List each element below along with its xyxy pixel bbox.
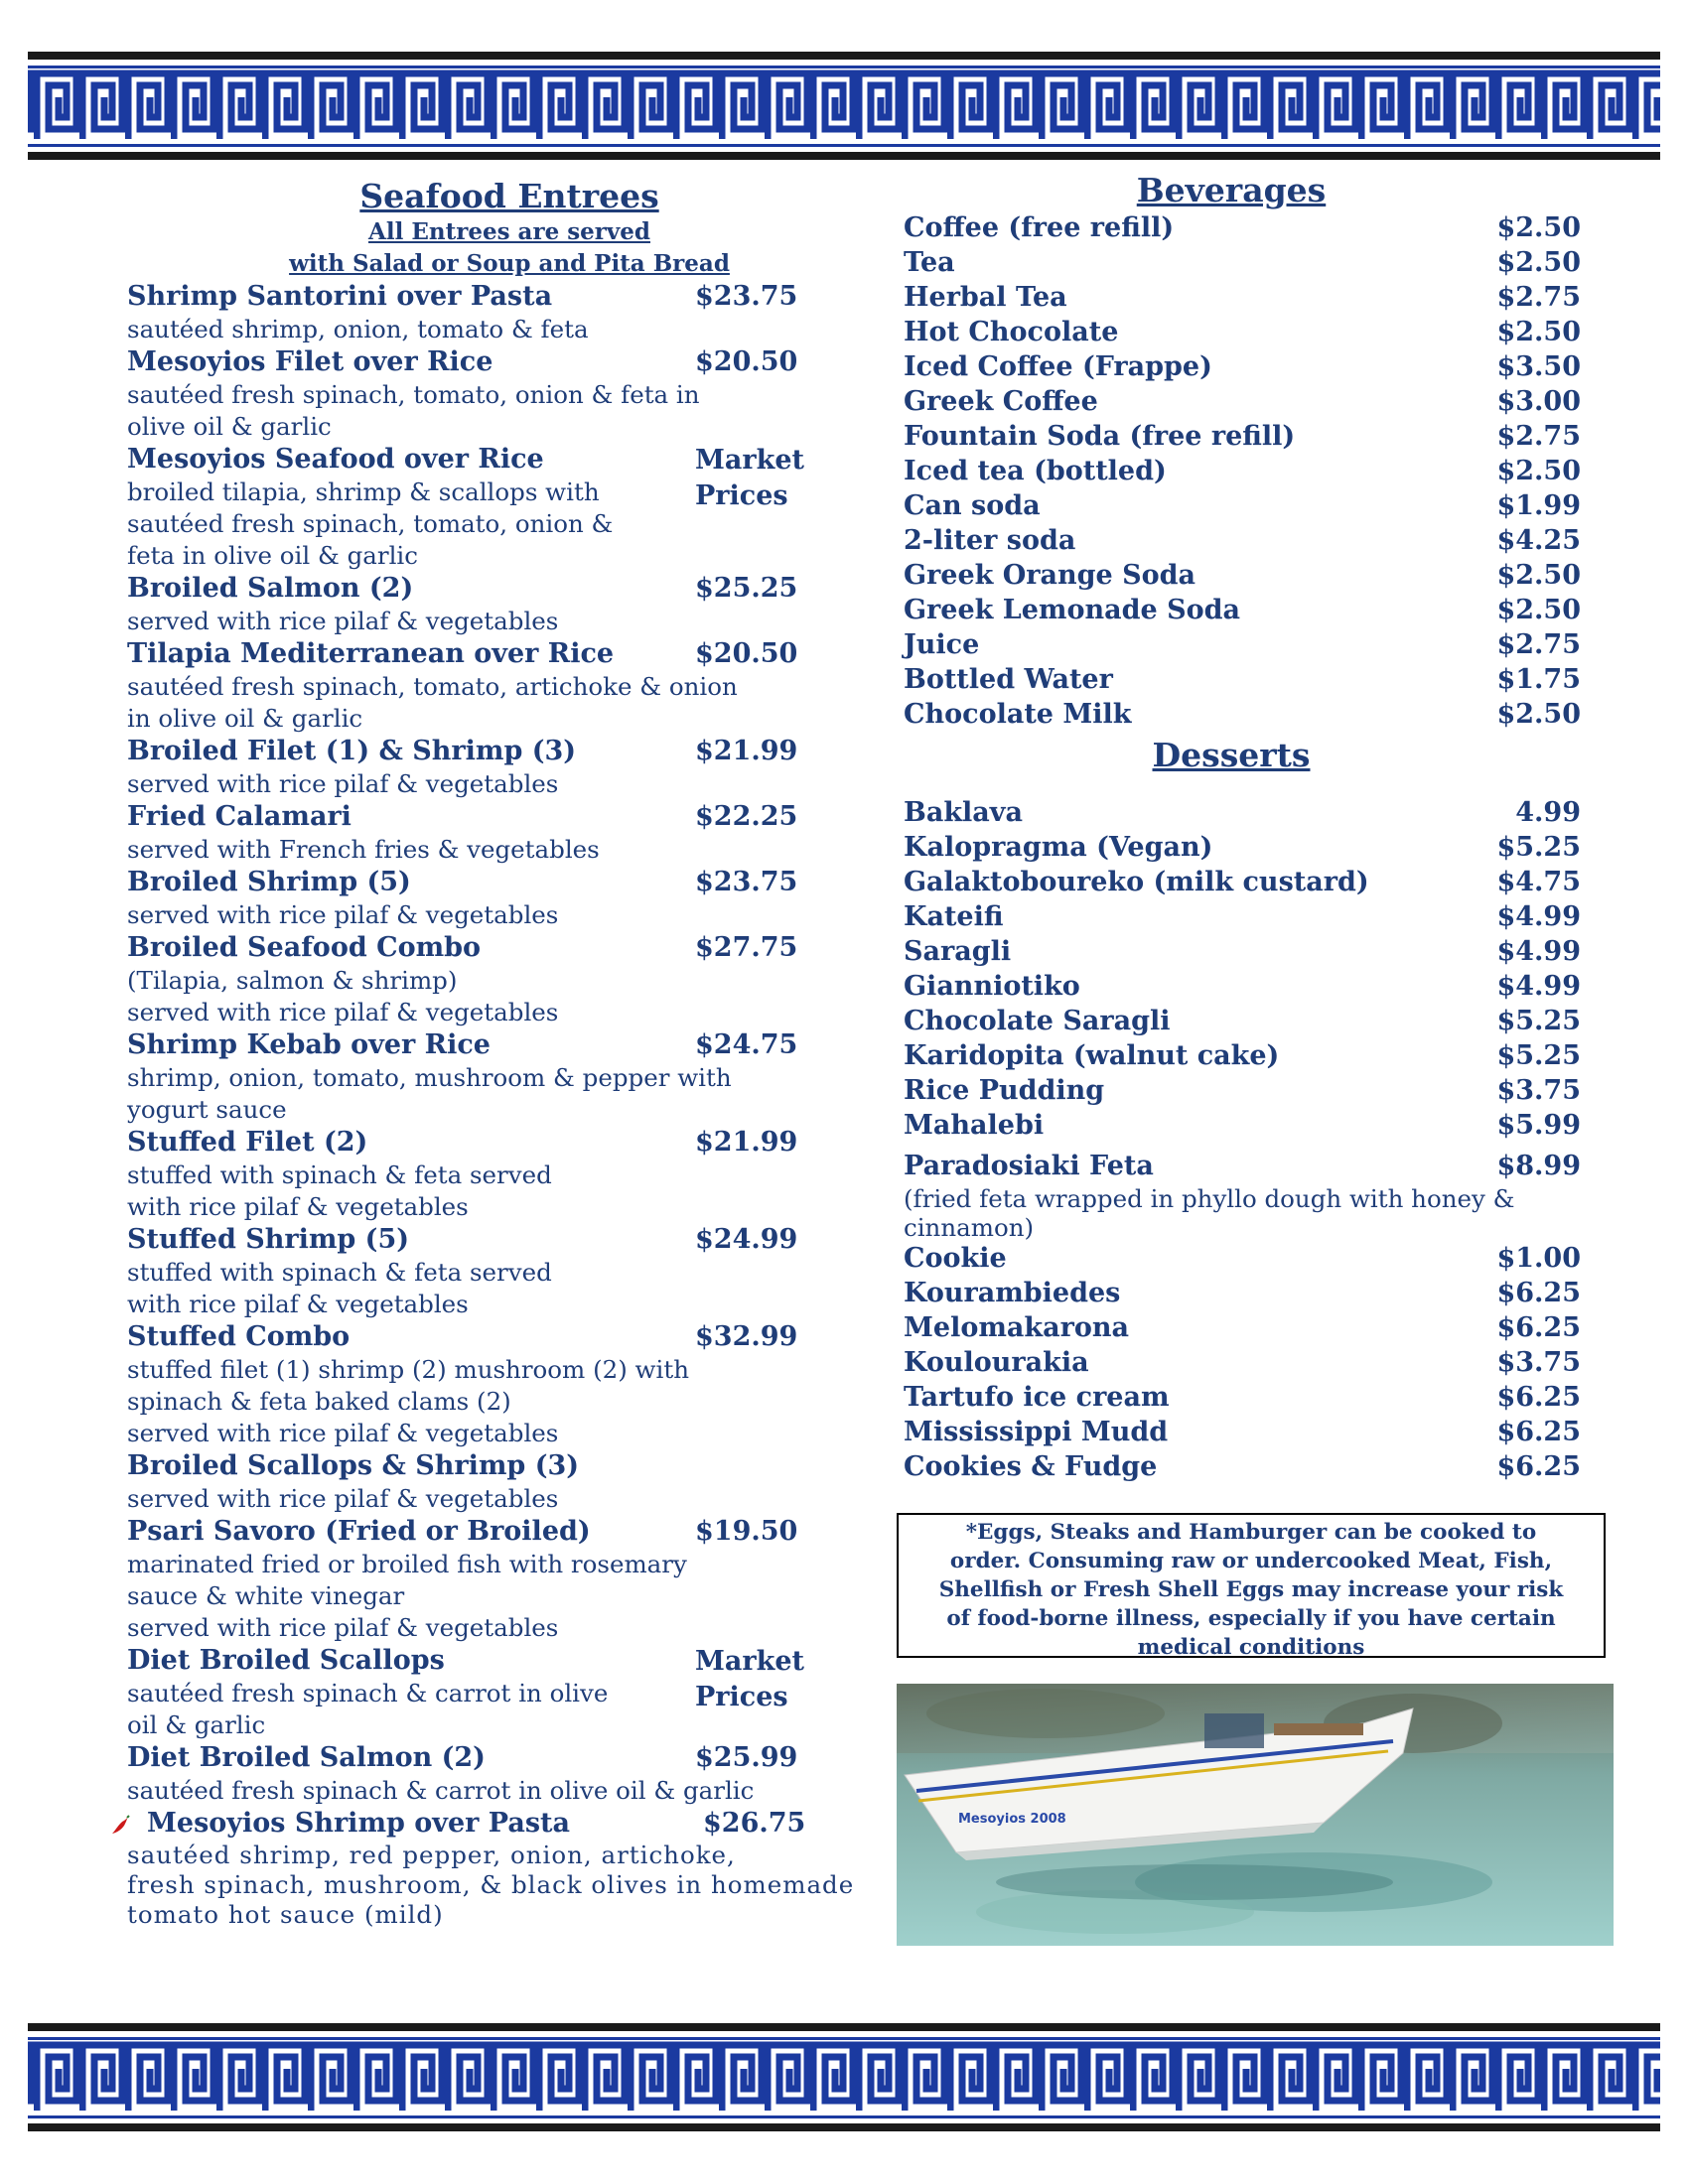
seafood-item-name: Stuffed Filet (2) <box>127 1127 368 1158</box>
seafood-item-header <box>127 1223 882 1257</box>
seafood-item-price <box>695 1644 804 1715</box>
seafood-column <box>127 177 882 1930</box>
beverage-price: $2.50 <box>1496 247 1581 278</box>
chili-pepper-icon <box>109 1815 131 1841</box>
seafood-item-name: Broiled Shrimp (5) <box>127 867 411 897</box>
seafood-item-description: sautéed fresh spinach, tomato, onion & <box>127 509 614 538</box>
dessert-description: (fried feta wrapped in phyllo dough with honey & <box>904 1184 1515 1213</box>
dessert-item <box>904 1004 1581 1038</box>
dessert-feta <box>904 1149 1589 1241</box>
dessert-price: $4.99 <box>1496 901 1581 932</box>
seafood-item-description: served with rice pilaf & vegetables <box>127 1613 559 1642</box>
beverages-list <box>904 210 1589 732</box>
seafood-item <box>127 443 882 572</box>
beverages-title: Beverages <box>1136 171 1327 209</box>
seafood-item-price: $22.25 <box>695 801 798 832</box>
dessert-price: $1.00 <box>1496 1243 1581 1274</box>
seafood-item-name: Broiled Seafood Combo <box>127 932 482 963</box>
dessert-price: $5.25 <box>1496 832 1581 863</box>
seafood-item-description: served with rice pilaf & vegetables <box>127 1484 559 1513</box>
beverage-name: Bottled Water <box>904 664 1113 695</box>
beverage-price: $1.99 <box>1496 490 1581 521</box>
market-price-line: Market <box>695 445 804 476</box>
dessert-item <box>904 1345 1581 1380</box>
dessert-name: Kateifi <box>904 901 1004 932</box>
dessert-item <box>904 899 1581 934</box>
dessert-price: $5.99 <box>1496 1110 1581 1141</box>
boat-photo <box>897 1684 1614 1946</box>
dessert-price: $5.25 <box>1496 1006 1581 1036</box>
dessert-price: $6.25 <box>1496 1382 1581 1413</box>
seafood-item-description: sauce & white vinegar <box>127 1581 405 1610</box>
beverage-name: Iced tea (bottled) <box>904 456 1167 486</box>
dessert-name: Rice Pudding <box>904 1075 1105 1106</box>
dessert-item <box>904 1241 1581 1276</box>
seafood-item <box>127 1515 882 1644</box>
seafood-item-name: Broiled Salmon (2) <box>127 573 414 604</box>
beverage-item <box>904 558 1581 593</box>
seafood-item-header <box>127 1028 882 1062</box>
seafood-item <box>127 866 882 931</box>
dessert-name: Kourambiedes <box>904 1278 1121 1308</box>
dessert-name: Melomakarona <box>904 1312 1129 1343</box>
dessert-item <box>904 1415 1581 1449</box>
dessert-item <box>904 1380 1581 1415</box>
dessert-price: $8.99 <box>1496 1151 1581 1181</box>
seafood-item-description: served with rice pilaf & vegetables <box>127 1419 559 1447</box>
seafood-item-price: $21.99 <box>695 736 798 766</box>
seafood-item <box>127 1807 882 1930</box>
dessert-price: $5.25 <box>1496 1040 1581 1071</box>
dessert-name: Chocolate Saragli <box>904 1006 1171 1036</box>
beverage-item <box>904 349 1581 384</box>
seafood-item-description: (Tilapia, salmon & shrimp) <box>127 966 458 995</box>
notice-line: *Eggs, Steaks and Hamburger can be cooked to <box>965 1520 1537 1545</box>
seafood-item-description: in olive oil & garlic <box>127 704 363 733</box>
dessert-item <box>904 934 1581 969</box>
beverage-item <box>904 593 1581 627</box>
seafood-item-description: feta in olive oil & garlic <box>127 541 418 570</box>
dessert-price: $6.25 <box>1496 1417 1581 1447</box>
seafood-item-description: served with rice pilaf & vegetables <box>127 998 559 1026</box>
seafood-item-description: tomato hot sauce (mild) <box>127 1900 444 1929</box>
seafood-item-header <box>127 345 882 379</box>
dessert-item <box>904 1310 1581 1345</box>
dessert-item <box>904 865 1581 899</box>
seafood-item-name: Diet Broiled Salmon (2) <box>127 1742 486 1773</box>
beverage-item <box>904 488 1581 523</box>
seafood-item-header <box>127 1515 882 1549</box>
dessert-price: $4.99 <box>1496 971 1581 1002</box>
seafood-item-description: stuffed with spinach & feta served <box>127 1160 552 1189</box>
notice-line: of food-borne illness, especially if you have certain <box>946 1606 1556 1631</box>
seafood-item <box>127 1320 882 1449</box>
beverage-price: $2.75 <box>1496 629 1581 660</box>
dessert-description: cinnamon) <box>904 1213 1035 1242</box>
seafood-item-price: $26.75 <box>703 1808 806 1839</box>
seafood-subtitle: All Entrees are served <box>368 218 650 245</box>
seafood-item-description: sautéed shrimp, onion, tomato & feta <box>127 315 589 343</box>
seafood-item-header <box>127 800 882 834</box>
seafood-item-description: sautéed fresh spinach, tomato, onion & feta in <box>127 380 700 409</box>
dessert-name: Saragli <box>904 936 1012 967</box>
seafood-subtitle-2: with Salad or Soup and Pita Bread <box>289 250 730 277</box>
beverage-price: $4.25 <box>1496 525 1581 556</box>
dessert-price: $6.25 <box>1496 1312 1581 1343</box>
seafood-item-name: Mesoyios Filet over Rice <box>127 346 493 377</box>
seafood-item-description: served with rice pilaf & vegetables <box>127 769 559 798</box>
market-price-line: Market <box>695 1646 804 1677</box>
dessert-item <box>904 1073 1581 1108</box>
beverage-price: $2.75 <box>1496 282 1581 313</box>
seafood-item-price: $32.99 <box>695 1321 798 1352</box>
beverage-price: $1.75 <box>1496 664 1581 695</box>
dessert-name: Mahalebi <box>904 1110 1045 1141</box>
beverage-price: $2.50 <box>1496 699 1581 730</box>
seafood-item-description: olive oil & garlic <box>127 412 332 441</box>
dessert-item <box>904 830 1581 865</box>
beverage-item <box>904 627 1581 662</box>
seafood-item <box>127 1223 882 1320</box>
seafood-item-description: stuffed with spinach & feta served <box>127 1258 552 1287</box>
dessert-name: Kalopragma (Vegan) <box>904 832 1213 863</box>
desserts-list-2 <box>904 1241 1589 1484</box>
seafood-item-name: Shrimp Kebab over Rice <box>127 1029 491 1060</box>
beverage-price: $3.00 <box>1496 386 1581 417</box>
dessert-item <box>904 1449 1581 1484</box>
dessert-item <box>904 1276 1581 1310</box>
beverage-price: $2.50 <box>1496 560 1581 591</box>
beverage-name: Juice <box>904 629 980 660</box>
seafood-item <box>127 1028 882 1126</box>
boat-name-text: Mesoyios 2008 <box>958 1812 1066 1827</box>
seafood-item-name: Shrimp Santorini over Pasta <box>127 281 553 312</box>
beverage-price: $2.75 <box>1496 421 1581 452</box>
seafood-item-description: sautéed fresh spinach & carrot in olive <box>127 1679 609 1707</box>
seafood-item-name: Diet Broiled Scallops <box>127 1645 445 1676</box>
dessert-item <box>904 1108 1581 1143</box>
seafood-item-description: sautéed shrimp, red pepper, onion, artichoke, <box>127 1841 736 1869</box>
beverage-price: $2.50 <box>1496 595 1581 625</box>
beverage-name: Fountain Soda (free refill) <box>904 421 1296 452</box>
dessert-item <box>904 1038 1581 1073</box>
beverage-price: $2.50 <box>1496 212 1581 243</box>
dessert-name: Karidopita (walnut cake) <box>904 1040 1280 1071</box>
seafood-item <box>127 280 882 345</box>
dessert-name: Baklava <box>904 797 1023 828</box>
beverage-item <box>904 245 1581 280</box>
greek-key-border-top <box>28 52 1660 161</box>
beverage-item <box>904 210 1581 245</box>
beverage-name: Iced Coffee (Frappe) <box>904 351 1212 382</box>
seafood-item-name: Broiled Filet (1) & Shrimp (3) <box>127 736 577 766</box>
dessert-name: Paradosiaki Feta <box>904 1151 1154 1181</box>
dessert-name: Cookie <box>904 1243 1007 1274</box>
seafood-item-description: yogurt sauce <box>127 1095 287 1124</box>
desserts-list <box>904 795 1589 1143</box>
seafood-item-name: Mesoyios Seafood over Rice <box>127 444 544 475</box>
seafood-item-header <box>127 280 882 314</box>
beverage-item <box>904 315 1581 349</box>
seafood-item-price: $20.50 <box>695 638 798 669</box>
beverage-name: Can soda <box>904 490 1041 521</box>
seafood-item-header <box>127 931 882 965</box>
beverage-name: Herbal Tea <box>904 282 1067 313</box>
seafood-item-name: Psari Savoro (Fried or Broiled) <box>127 1516 591 1547</box>
seafood-item-description: sautéed fresh spinach & carrot in olive oil & garlic <box>127 1776 755 1805</box>
dessert-price: 4.99 <box>1515 797 1581 828</box>
dessert-price: $4.75 <box>1496 867 1581 897</box>
seafood-item <box>127 1644 882 1741</box>
seafood-item-header <box>127 1741 882 1775</box>
beverage-price: $3.50 <box>1496 351 1581 382</box>
seafood-item-price: $20.50 <box>695 346 798 377</box>
seafood-item-price: $25.25 <box>695 573 798 604</box>
seafood-item <box>127 735 882 800</box>
beverage-item <box>904 419 1581 454</box>
seafood-item-price: $19.50 <box>695 1516 798 1547</box>
seafood-item-name: Broiled Scallops & Shrimp (3) <box>127 1450 580 1481</box>
seafood-item <box>127 637 882 735</box>
food-safety-notice <box>897 1513 1606 1658</box>
beverage-name: 2-liter soda <box>904 525 1076 556</box>
seafood-item <box>127 800 882 866</box>
market-price-line: Prices <box>695 1682 788 1712</box>
notice-line: order. Consuming raw or undercooked Meat, Fish, <box>949 1549 1553 1573</box>
seafood-item-header <box>127 866 882 899</box>
dessert-name: Mississippi Mudd <box>904 1417 1169 1447</box>
seafood-item-header <box>127 1126 882 1160</box>
seafood-item-price: $24.75 <box>695 1029 798 1060</box>
beverage-item <box>904 523 1581 558</box>
seafood-item-header <box>127 1449 882 1483</box>
beverage-name: Greek Orange Soda <box>904 560 1196 591</box>
seafood-item-name: Stuffed Combo <box>127 1321 351 1352</box>
beverage-item <box>904 280 1581 315</box>
seafood-item-name: Mesoyios Shrimp over Pasta <box>147 1808 571 1839</box>
seafood-item <box>127 931 882 1028</box>
beverage-price: $2.50 <box>1496 317 1581 347</box>
beverage-price: $2.50 <box>1496 456 1581 486</box>
seafood-item-header <box>127 637 882 671</box>
seafood-item-price: $23.75 <box>695 867 798 897</box>
beverage-item <box>904 454 1581 488</box>
dessert-price: $3.75 <box>1496 1075 1581 1106</box>
dessert-price: $6.25 <box>1496 1451 1581 1482</box>
dessert-price: $6.25 <box>1496 1278 1581 1308</box>
dessert-name: Cookies & Fudge <box>904 1451 1158 1482</box>
seafood-title: Seafood Entrees <box>359 177 659 215</box>
seafood-item-header <box>127 1807 882 1841</box>
seafood-item-name: Stuffed Shrimp (5) <box>127 1224 410 1255</box>
market-price-line: Prices <box>695 480 788 511</box>
dessert-price: $4.99 <box>1496 936 1581 967</box>
dessert-price: $3.75 <box>1496 1347 1581 1378</box>
seafood-list <box>127 280 882 1930</box>
dessert-name: Gianniotiko <box>904 971 1080 1002</box>
seafood-item-description: served with rice pilaf & vegetables <box>127 900 559 929</box>
seafood-item-header <box>127 572 882 606</box>
dessert-name: Galaktoboureko (milk custard) <box>904 867 1369 897</box>
seafood-item <box>127 572 882 637</box>
beverage-name: Tea <box>904 247 955 278</box>
dessert-name: Tartufo ice cream <box>904 1382 1170 1413</box>
seafood-item-description: sautéed fresh spinach, tomato, artichoke & onion <box>127 672 738 701</box>
seafood-item <box>127 1741 882 1807</box>
seafood-item <box>127 345 882 443</box>
desserts-title: Desserts <box>1152 736 1311 774</box>
seafood-item-name: Tilapia Mediterranean over Rice <box>127 638 615 669</box>
seafood-item-price: $24.99 <box>695 1224 798 1255</box>
seafood-item-header <box>127 1320 882 1354</box>
seafood-item-price: $27.75 <box>695 932 798 963</box>
notice-line: Shellfish or Fresh Shell Eggs may increase your risk <box>938 1577 1564 1602</box>
beverage-name: Chocolate Milk <box>904 699 1132 730</box>
beverage-name: Greek Lemonade Soda <box>904 595 1240 625</box>
seafood-item-description: oil & garlic <box>127 1710 266 1739</box>
seafood-item-description: served with rice pilaf & vegetables <box>127 607 559 635</box>
seafood-item-price <box>695 443 804 514</box>
right-column <box>904 171 1589 1484</box>
dessert-item <box>904 969 1581 1004</box>
seafood-item-name: Fried Calamari <box>127 801 352 832</box>
seafood-item-description: stuffed filet (1) shrimp (2) mushroom (2) with <box>127 1355 689 1384</box>
beverage-name: Greek Coffee <box>904 386 1098 417</box>
seafood-item-description: shrimp, onion, tomato, mushroom & pepper with <box>127 1063 732 1092</box>
seafood-item-description: broiled tilapia, shrimp & scallops with <box>127 478 600 506</box>
seafood-item-description: with rice pilaf & vegetables <box>127 1290 469 1318</box>
dessert-item <box>904 795 1581 830</box>
notice-line: medical conditions <box>1137 1635 1365 1660</box>
seafood-item-price: $21.99 <box>695 1127 798 1158</box>
beverage-name: Hot Chocolate <box>904 317 1119 347</box>
beverage-item <box>904 662 1581 697</box>
seafood-item <box>127 1449 882 1515</box>
beverage-item <box>904 384 1581 419</box>
greek-key-border-bottom <box>28 2023 1660 2132</box>
seafood-item-description: marinated fried or broiled fish with rosemary <box>127 1550 687 1578</box>
seafood-item-description: served with French fries & vegetables <box>127 835 600 864</box>
dessert-name: Koulourakia <box>904 1347 1089 1378</box>
seafood-item-header <box>127 735 882 768</box>
seafood-item-description: spinach & feta baked clams (2) <box>127 1387 511 1416</box>
seafood-item-price: $23.75 <box>695 281 798 312</box>
beverage-item <box>904 697 1581 732</box>
seafood-item <box>127 1126 882 1223</box>
seafood-item-price: $25.99 <box>695 1742 798 1773</box>
beverage-name: Coffee (free refill) <box>904 212 1175 243</box>
seafood-item-description: fresh spinach, mushroom, & black olives in homemade <box>127 1870 855 1899</box>
seafood-item-description: with rice pilaf & vegetables <box>127 1192 469 1221</box>
